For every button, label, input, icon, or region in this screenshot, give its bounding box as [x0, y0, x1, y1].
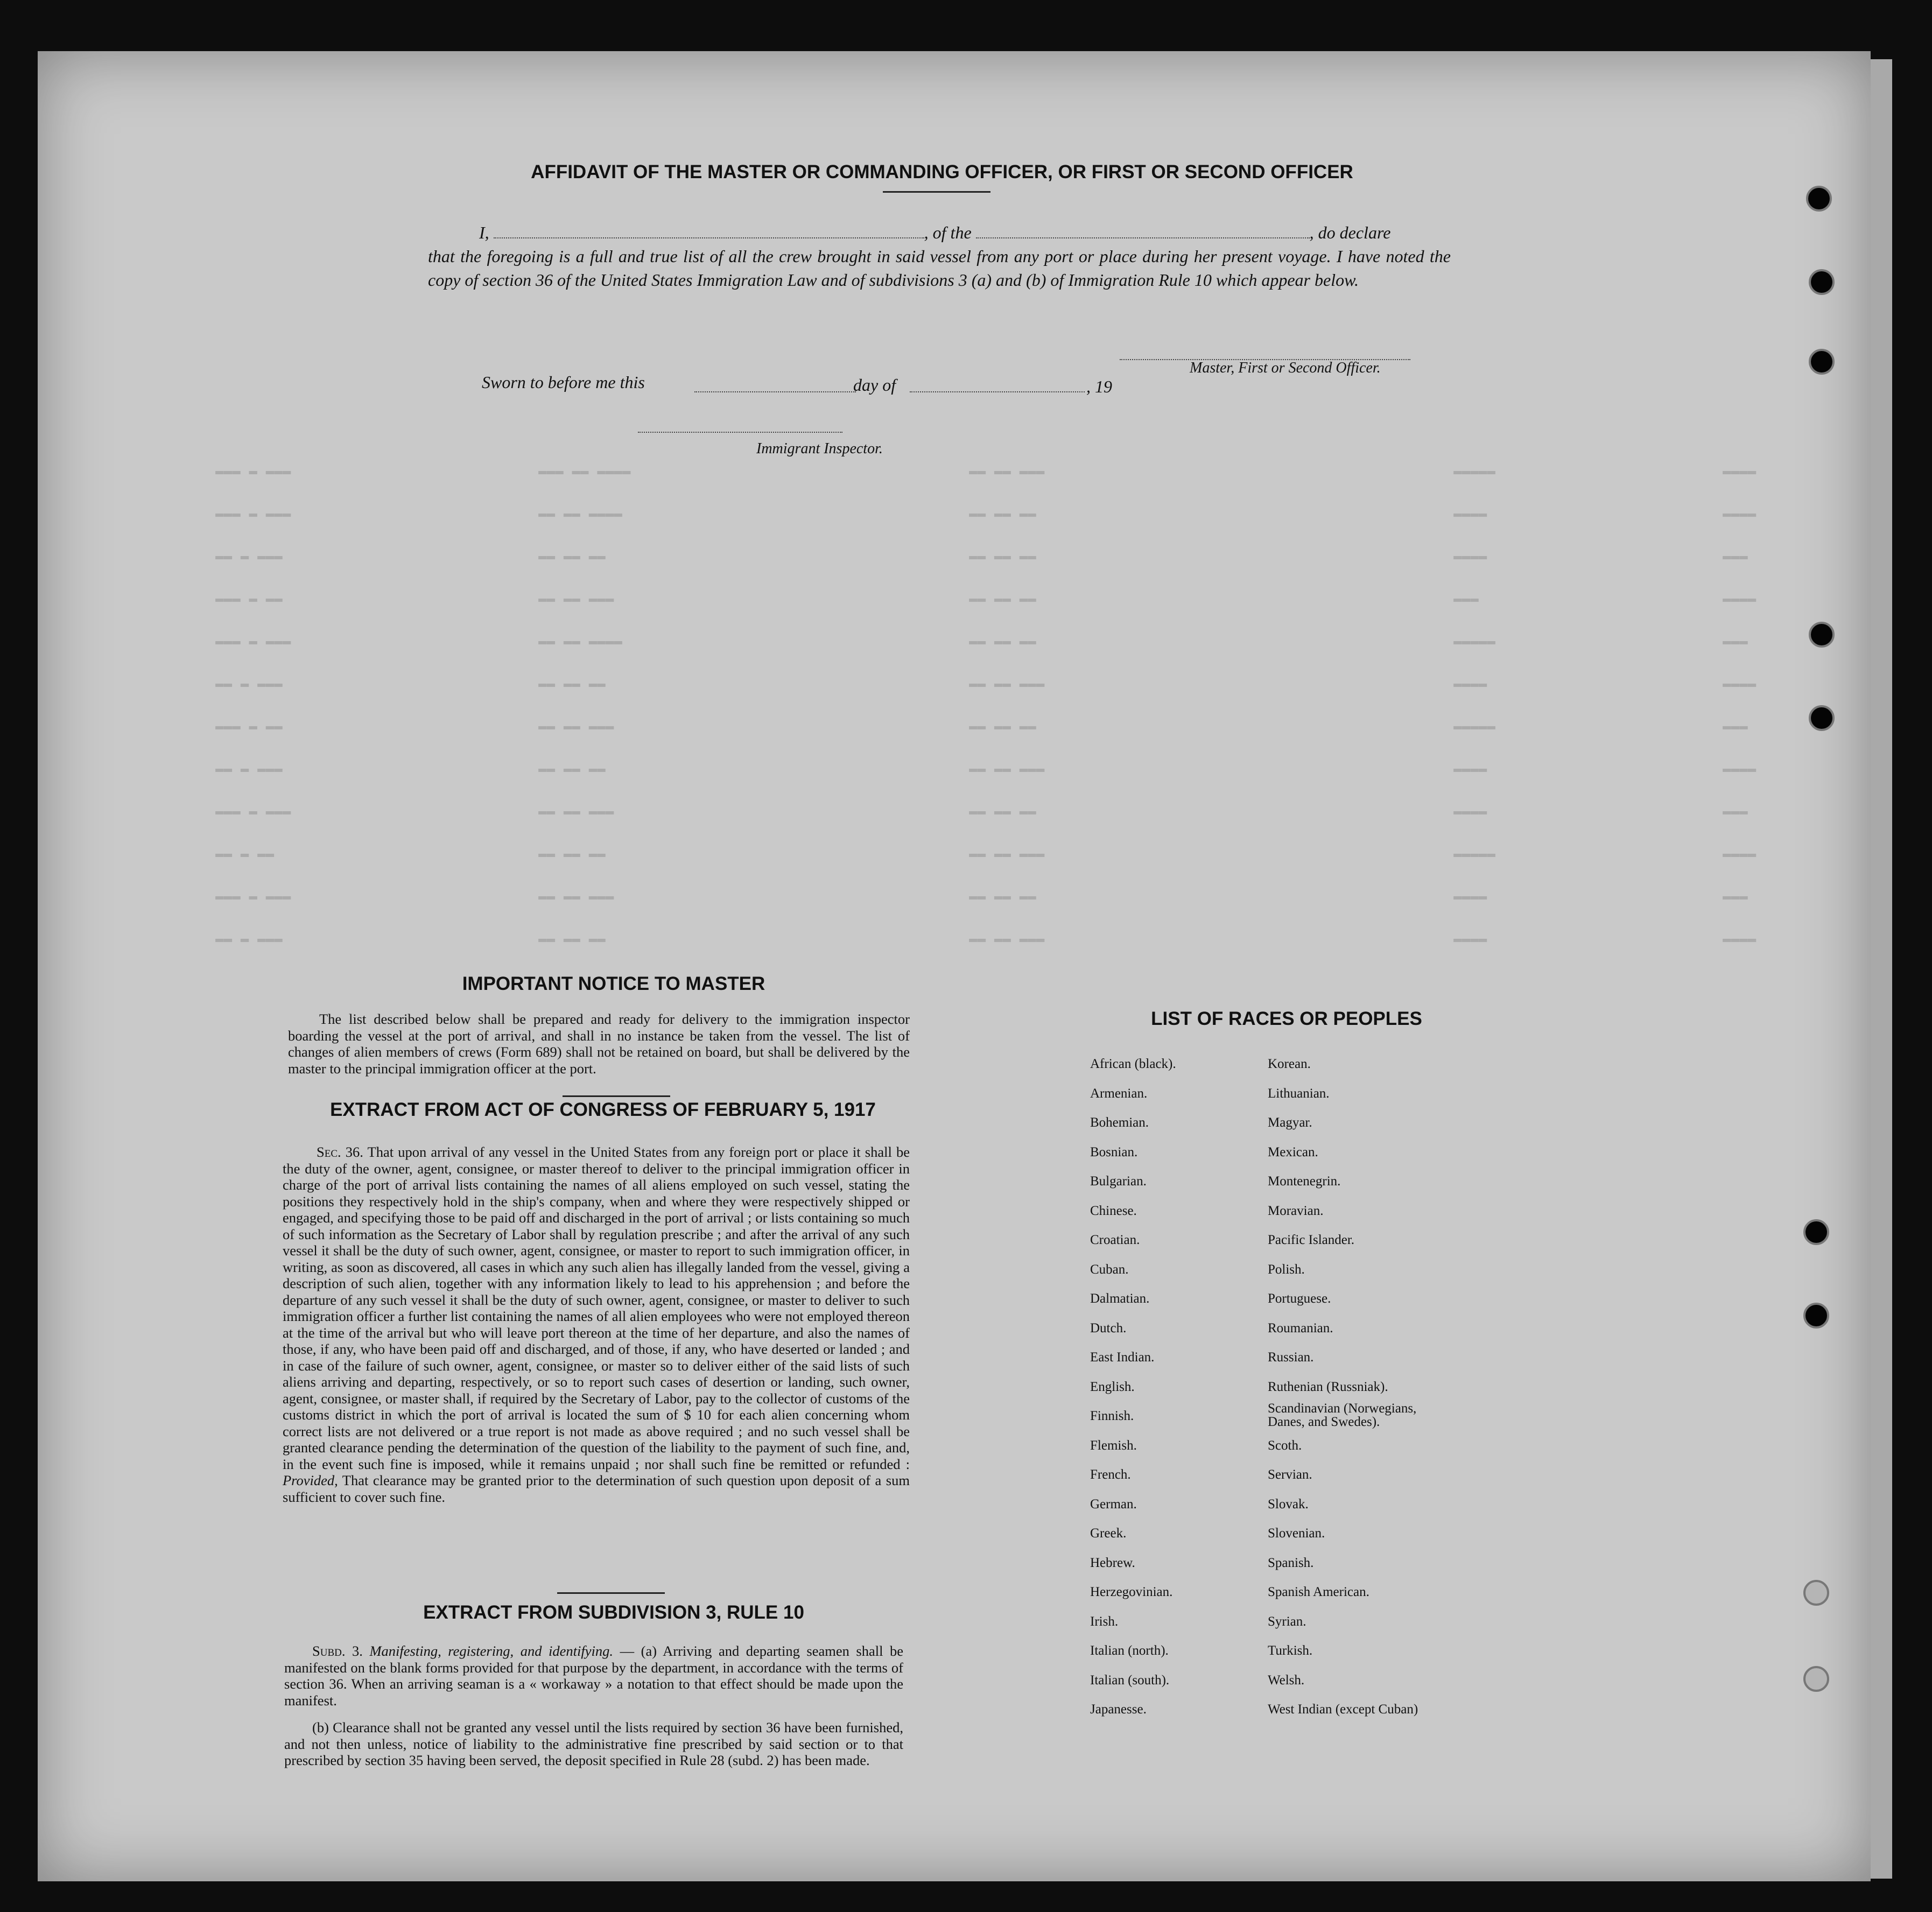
rule-subd-a-text: — (a) Arriving and departing seamen shall be manifested on the blank forms provided for that purpose by the department, in accordance with the terms of section 36. When an arriving seaman is a « workaway » a notation to that effect should be made upon the manifest. — [284, 1643, 904, 1709]
rule-title: EXTRACT FROM SUBDIVISION 3, RULE 10 — [423, 1602, 804, 1623]
race-item-right: Syrian. — [1268, 1614, 1306, 1629]
binder-hole — [1806, 186, 1832, 212]
declarant-name-field[interactable] — [494, 223, 924, 238]
vessel-name-field[interactable] — [976, 223, 1310, 238]
day-of-label: day of — [853, 375, 896, 395]
act-provided-text: That clearance may be granted prior to the determination of such question upon deposit of a sum sufficient to cover such fine. — [283, 1472, 910, 1505]
act-section-label: Sec. 36. — [317, 1144, 363, 1160]
master-signature-label: Master, First or Second Officer. — [1190, 360, 1381, 376]
race-item-left: Herzegovinian. — [1090, 1585, 1173, 1599]
race-item-right: West Indian (except Cuban) — [1268, 1702, 1418, 1717]
year-label: , 19 — [1086, 377, 1112, 396]
races-right-column — [1268, 1050, 1451, 1725]
binder-hole — [1803, 1666, 1829, 1692]
act-section-text: That upon arrival of any vessel in the United States from any foreign port or place it shall be the duty of the owner, agent, consignee, or master thereof to deliver to the principal immigration officer in charge of the port of arrival lists containing the names of all aliens employed on such vessel, stating the positions they respectively hold in the ship's company, when and where they were respectively shipped or engaged, and specifying those to be paid off and discharged in the port of arrival ; or lists containing so much of such information as the Secretary of Labor shall by regulation prescribe ; and after the arrival of any such vessel it shall be the duty of such owner, agent, consignee, or master to report to such immigration officer, in writing, as soon as discovered, all cases in which any such alien has illegally landed from the vessel, giving a description of such alien, together with any information likely to lead to his apprehension ; and before the departure of any such vessel it shall be the duty of such owner, agent, consignee, or master to deliver to such immigration officer a further list containing the names of all alien employees who were not employed thereon at the time of the arrival but who will leave port thereon at the time of her departure, and also the names of those, if any, who have been paid off and discharged, and of those, if any, who have deserted or landed ; and in case of the failure of such owner, agent, consignee, or master so to deliver either of the said lists of such aliens arriving and departing, respectively, or so to report such cases of desertion or landing, such owner, agent, consignee, or master shall, if required by the Secretary of Labor, pay to the collector of customs of the customs district in which the port of arrival is located the sum of $ 10 for each alien concerning whom correct lists are not delivered or a true report is not made as above required ; and no such vessel shall be granted clearance pending the determination of the question of the liability to the payment of such fine, and, in the event such fine is imposed, while it remains unpaid ; nor shall such fine be remitted or refunded : — [283, 1144, 910, 1472]
race-item-right: Scandinavian (Norwegians, Danes, and Swedes). — [1268, 1401, 1417, 1429]
race-item-left: Flemish. — [1090, 1438, 1137, 1453]
binder-hole — [1809, 269, 1835, 295]
race-item-left: Dutch. — [1090, 1320, 1127, 1335]
race-item-left: East Indian. — [1090, 1350, 1155, 1365]
race-item-right: Slovak. — [1268, 1496, 1309, 1512]
declaration-line — [428, 221, 1451, 244]
notice-rule — [563, 1095, 670, 1097]
race-item-right: Welsh. — [1268, 1672, 1305, 1688]
act-body — [283, 1144, 910, 1505]
race-item-right: Spanish. — [1268, 1555, 1314, 1570]
rule-subd-label: Subd. 3. — [312, 1643, 363, 1659]
race-item-right: Spanish American. — [1268, 1585, 1369, 1599]
race-item-left: Dalmatian. — [1090, 1291, 1150, 1306]
race-item-right: Lithuanian. — [1268, 1086, 1330, 1101]
bleed-through-texture: ▬▬▬ ▬ ▬▬▬ ▬▬▬ ▬▬ ▬▬▬▬ ▬▬ ▬▬ ▬▬▬ ▬▬▬▬▬ ▬▬▬▬ ▬▬▬ ▬ ▬▬▬ ▬▬ ▬▬ ▬▬▬▬ ▬▬ ▬▬ ▬▬ ▬▬▬▬ ▬▬▬▬ ▬▬ ▬ ▬▬▬ ▬▬ ▬▬ ▬▬ ▬▬ ▬▬ ▬▬ ▬▬▬▬ ▬▬▬ ▬▬▬ ▬ ▬▬ ▬▬ ▬▬ ▬▬▬ ▬▬ ▬▬ ▬▬ ▬▬▬ ▬▬▬▬ ▬▬▬ ▬ ▬▬▬ ▬▬ ▬▬ ▬▬▬▬ ▬▬ ▬▬ ▬▬ ▬▬▬▬▬ ▬▬▬ ▬▬ ▬ ▬▬▬ ▬▬ ▬▬ ▬▬ ▬▬ ▬▬ ▬▬▬ ▬▬▬▬ ▬▬▬▬ ▬▬▬ ▬ ▬▬ ▬▬ ▬▬ ▬▬▬ ▬▬ ▬▬ ▬▬ ▬▬▬▬▬ ▬▬▬ ▬▬ ▬ ▬▬▬ ▬▬ ▬▬ ▬▬ ▬▬ ▬▬ ▬▬▬ ▬▬▬▬ ▬▬▬▬ ▬▬▬ ▬ ▬▬▬ ▬▬ ▬▬ ▬▬▬ ▬▬ ▬▬ ▬▬ ▬▬▬▬ ▬▬▬ ▬▬ ▬ ▬▬ ▬▬ ▬▬ ▬▬ ▬▬ ▬▬ ▬▬▬ ▬▬▬▬▬ ▬▬▬▬ ▬▬▬ ▬ ▬▬▬ ▬▬ ▬▬ ▬▬▬ ▬▬ ▬▬ ▬▬ ▬▬▬▬ ▬▬▬ ▬▬ ▬ ▬▬▬ ▬▬ ▬▬ ▬▬ ▬▬ ▬▬ ▬▬▬ ▬▬▬▬ ▬▬▬▬ — [215, 463, 1757, 947]
race-item-right: Korean. — [1268, 1057, 1311, 1071]
race-item-right: Pacific Islander. — [1268, 1233, 1355, 1247]
sworn-day-field[interactable] — [694, 390, 856, 392]
affidavit-block — [428, 221, 1451, 292]
rule-subd-a — [284, 1643, 903, 1709]
race-item-left: Armenian. — [1090, 1086, 1148, 1101]
inspector-signature-line[interactable] — [638, 431, 842, 433]
affidavit-body: that the foregoing is a full and true list of all the crew brought in said vessel from any port or place during her present voyage. I have noted the copy of section 36 of the United States Immigration Law and of subdivisions 3 (a) and (b) of Immigration Rule 10 which appear below. — [428, 247, 1451, 290]
race-item-right: Ruthenian (Russniak). — [1268, 1379, 1388, 1394]
race-item-left: Irish. — [1090, 1614, 1119, 1629]
race-item-left: Cuban. — [1090, 1262, 1129, 1277]
race-item-left: Hebrew. — [1090, 1555, 1135, 1570]
race-item-right: Magyar. — [1268, 1115, 1312, 1130]
sworn-month-field[interactable] — [910, 390, 1085, 392]
race-item-right: Roumanian. — [1268, 1320, 1333, 1335]
declarant-prefix: I, — [479, 223, 489, 242]
race-item-right: Turkish. — [1268, 1643, 1313, 1658]
race-item-left: German. — [1090, 1496, 1137, 1512]
race-item-right: Montenegrin. — [1268, 1174, 1341, 1189]
race-item-left: French. — [1090, 1467, 1131, 1482]
act-rule — [557, 1592, 665, 1594]
notice-title: IMPORTANT NOTICE TO MASTER — [462, 973, 765, 994]
race-item-left: Bohemian. — [1090, 1115, 1149, 1130]
race-item-right: Polish. — [1268, 1262, 1305, 1277]
race-item-left: Bosnian. — [1090, 1144, 1138, 1159]
race-item-left: Greek. — [1090, 1526, 1127, 1541]
race-item-left: Chinese. — [1090, 1203, 1137, 1218]
race-item-right: Moravian. — [1268, 1203, 1324, 1218]
race-item-left: English. — [1090, 1379, 1135, 1394]
title-rule — [883, 191, 990, 193]
sheet-edge — [1871, 59, 1892, 1879]
race-item-left: Croatian. — [1090, 1233, 1140, 1247]
binder-hole — [1809, 349, 1835, 375]
race-item-left: Italian (north). — [1090, 1643, 1169, 1658]
races-left-column — [1090, 1050, 1176, 1725]
affidavit-title: AFFIDAVIT OF THE MASTER OR COMMANDING OFFICER, OR FIRST OR SECOND OFFICER — [531, 161, 1353, 182]
race-item-right: Portuguese. — [1268, 1291, 1331, 1306]
binder-hole — [1803, 1303, 1829, 1328]
race-item-right: Mexican. — [1268, 1144, 1318, 1159]
rule-subd-title: Manifesting, registering, and identifying. — [369, 1643, 614, 1659]
notice-body: The list described below shall be prepared and ready for delivery to the immigration inspector boarding the vessel at the port of arrival, and shall in no instance be taken from the vessel. The list of changes of alien members of crews (Form 689) shall not be retained on board, but shall be delivered by the master to the principal immigration officer at the port. — [288, 1011, 910, 1077]
act-title: EXTRACT FROM ACT OF CONGRESS OF FEBRUARY 5, 1917 — [330, 1099, 876, 1120]
race-item-right: Slovenian. — [1268, 1526, 1325, 1541]
act-provided-label: Provided, — [283, 1472, 338, 1488]
rule-subd-b: (b) Clearance shall not be granted any vessel until the lists required by section 36 have been furnished, and not then unless, notice of liability to the administrative fine prescribed by said section or to that prescribed by section 35 having been served, the deposit specified in Rule 28 (subd. 2) has been made. — [284, 1719, 903, 1768]
race-item-right: Russian. — [1268, 1350, 1314, 1365]
race-item-left: African (black). — [1090, 1057, 1176, 1071]
sworn-label: Sworn to before me this — [482, 372, 645, 392]
race-item-left: Italian (south). — [1090, 1672, 1170, 1688]
race-item-left: Japanesse. — [1090, 1702, 1147, 1717]
of-the-label: , of the — [924, 223, 972, 242]
race-item-left: Finnish. — [1090, 1409, 1134, 1423]
races-title: LIST OF RACES OR PEOPLES — [1151, 1008, 1422, 1029]
binder-hole — [1803, 1219, 1829, 1245]
do-declare-label: , do declare — [1309, 223, 1391, 242]
race-item-left: Bulgarian. — [1090, 1174, 1147, 1189]
binder-hole — [1803, 1580, 1829, 1606]
inspector-signature-label: Immigrant Inspector. — [756, 440, 883, 457]
race-item-right: Scoth. — [1268, 1438, 1302, 1453]
race-item-right: Servian. — [1268, 1467, 1312, 1482]
